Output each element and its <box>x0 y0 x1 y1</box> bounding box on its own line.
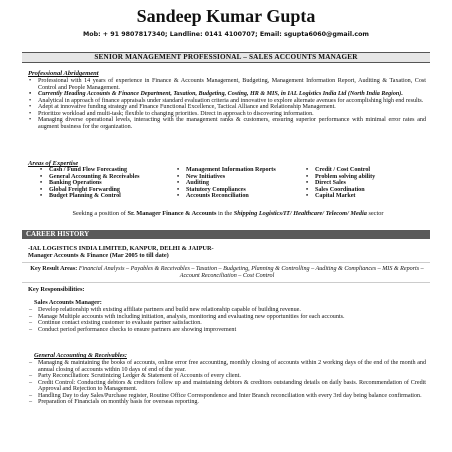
expertise-item: • Global Freight Forwarding <box>40 187 165 194</box>
general-item: – Party Reconciliation: Scrutinizing Ledger & Statement of Accounts of every client. <box>28 373 426 380</box>
abridgement-item: • Analytical in approach of finance appraisals under standard evaluation criteria and innovative to explore alternate avenues for accomplishing high end results. <box>28 98 426 105</box>
responsibilities-label: Key Responsibilities: <box>28 286 85 293</box>
abridgement-list <box>28 78 426 130</box>
abridgement-item: • Adept at innovative funding strategy and Finance Functional Excellence, Tactical Alliance and Relationship Management. <box>28 104 426 111</box>
expertise-column-1 <box>40 167 165 200</box>
kra-label: Key Result Areas: <box>30 266 78 272</box>
kra-separator <box>22 282 430 283</box>
general-accounting-responsibilities <box>28 360 426 406</box>
expertise-column-3 <box>306 167 421 200</box>
expertise-grid <box>40 167 430 200</box>
sales-responsibilities <box>28 307 426 333</box>
sales-accounts-label: Sales Accounts Manager: <box>34 299 102 306</box>
expertise-item: • Capital Market <box>306 193 421 200</box>
expertise-item: • Credit / Cost Control <box>306 167 421 174</box>
key-result-areas <box>28 266 426 280</box>
expertise-item: • Banking Operations <box>40 180 165 187</box>
expertise-column-2 <box>177 167 302 200</box>
abridgement-item: • Managing diverse operational levels, interacting with the management ranks & customers, ensuring superior performance with minimal error rates and augment business for the organization. <box>28 117 426 130</box>
abridgement-title: Professional Abridgement <box>28 70 99 77</box>
kra-text: Financial Analysis – Payables & Receivables – Taxation – Budgeting, Planning & Controlling – Auditing & Compliances – MIS & Reports – Account Reconciliation – Cost Control <box>78 266 424 279</box>
role-banner: SENIOR MANAGEMENT PROFESSIONAL – SALES ACCOUNTS MANAGER <box>22 52 430 63</box>
expertise-item: • Direct Sales <box>306 180 421 187</box>
sales-item: – Manage Multiple accounts with including initiation, analysis, monitoring and evaluating new opportunities for each accounts. <box>28 314 426 321</box>
expertise-item: • Budget Planning & Control <box>40 193 165 200</box>
expertise-item: • Problem solving ability <box>306 174 421 181</box>
abridgement-item: • Professional with 14 years of experience in Finance & Accounts Management, Budgeting, Management Information Report, Auditing & Taxation, Cost Control and People Management. <box>28 78 426 91</box>
contact-line: Mob: + 91 9807817340; Landline: 0141 4100707; Email: sgupta6060@gmail.com <box>82 31 369 38</box>
sales-item: – Continue contact existing customer to evaluate partner satisfaction. <box>28 320 426 327</box>
position-title: Manager Accounts & Finance (Mar 2005 to till date) <box>28 252 169 259</box>
expertise-title: Areas of Expertise <box>28 160 79 167</box>
seeking-statement <box>28 210 428 217</box>
seeking-suffix: sector <box>368 210 384 217</box>
seeking-sectors: Shipping Logistics/IT/ Healthcare/ Telecom/ Media <box>233 210 367 217</box>
sales-item: – Conduct period performance checks to ensure partners are showing improvement <box>28 327 426 334</box>
seeking-middle: in the <box>218 210 233 217</box>
career-history-heading: CAREER HISTORY <box>22 230 430 239</box>
kra-separator <box>22 262 430 263</box>
expertise-item: • Auditing <box>177 180 302 187</box>
expertise-item: • Management Information Reports <box>177 167 294 174</box>
general-item: – Managing & maintaining the books of accounts, online error free accounting, monthly closing of accounts within 2 working days of the end of the month and annual closing of accounts within 10 days of end of the year. <box>28 360 426 373</box>
abridgement-item: • Currently Heading Accounts & Finance Department, Taxation, Budgeting, Costing, HR & MIS, in IAL Logistics India Ltd (North India Region). <box>28 91 426 98</box>
candidate-name: Sandeep Kumar Gupta <box>136 6 316 26</box>
expertise-item: • New Initiatives <box>177 174 302 181</box>
general-item: – Preparation of Financials on monthly basis for overseas reporting. <box>28 399 426 406</box>
expertise-item: • Accounts Reconciliation <box>177 193 302 200</box>
general-accounting-label: General Accounting & Receivables: <box>34 352 127 359</box>
expertise-item: • Sales Coordination <box>306 187 421 194</box>
general-item: – Handling Day to day Sales/Purchase register, Routine Office Correspondence and Inter Branch reconciliation with every 3rd day being balance confirmation. <box>28 393 426 400</box>
seeking-role: Sr. Manager Finance & Accounts <box>127 210 217 217</box>
general-item: – Credit Control: Conducting debtors & creditors follow up and maintaining debtors & creditors outstanding details on daily basis. Recommendation of Credit Approval and Rejection to Management. <box>28 380 426 393</box>
expertise-item: • Statutory Compliances <box>177 187 302 194</box>
seeking-prefix: Seeking a position of <box>72 210 126 217</box>
expertise-item: • Cash / Fund Flow Forecasting <box>40 167 165 174</box>
abridgement-item: • Prioritize workload and multi-task; flexible to changing priorities. Direct in approach to discovering information. <box>28 111 426 118</box>
expertise-item: • General Accounting & Receivables <box>40 174 144 181</box>
employer-name: -IAL LOGISTICS INDIA LIMITED, KANPUR, DELHI & JAIPUR- <box>28 245 214 252</box>
sales-item: – Develop relationship with existing affiliate partners and build new relationship capable of building revenue. <box>28 307 426 314</box>
